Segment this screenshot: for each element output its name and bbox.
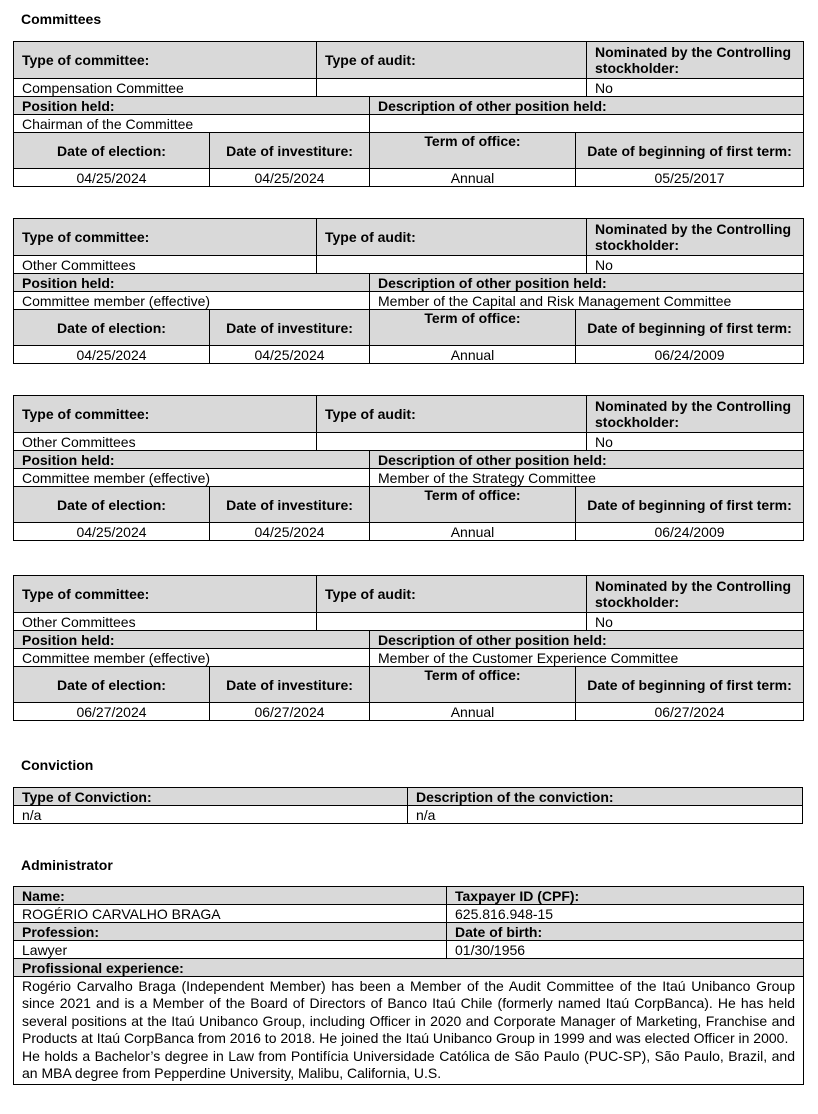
cpf-label: Taxpayer ID (CPF): — [447, 887, 804, 905]
date-of-election-label: Date of election: — [14, 487, 210, 523]
type-of-committee-label: Type of committee: — [14, 42, 317, 79]
profession-label: Profession: — [14, 923, 447, 941]
conviction-type-value: n/a — [14, 806, 408, 824]
nominated-value: No — [587, 433, 804, 451]
date-of-election-label: Date of election: — [14, 667, 210, 703]
type-of-audit-label: Type of audit: — [317, 396, 587, 433]
description-other-position-label: Description of other position held: — [370, 451, 804, 469]
position-held-label: Position held: — [14, 631, 370, 649]
position-held-label: Position held: — [14, 274, 370, 292]
nominated-value: No — [587, 256, 804, 274]
term-of-office-label: Term of office: — [370, 133, 576, 169]
date-beginning-first-term-label: Date of beginning of first term: — [576, 310, 804, 346]
type-of-committee-label: Type of committee: — [14, 219, 317, 256]
type-of-committee-value: Compensation Committee — [14, 79, 317, 97]
conviction-section-title: Conviction — [21, 757, 94, 773]
type-of-audit-value — [317, 79, 587, 97]
date-beginning-first-term-label: Date of beginning of first term: — [576, 133, 804, 169]
description-other-position-value: Member of the Strategy Committee — [370, 469, 804, 487]
committee-table-1 — [13, 41, 804, 187]
position-held-label: Position held: — [14, 97, 370, 115]
description-other-position-label: Description of other position held: — [370, 274, 804, 292]
type-of-audit-label: Type of audit: — [317, 219, 587, 256]
description-other-position-label: Description of other position held: — [370, 631, 804, 649]
conviction-description-value: n/a — [408, 806, 803, 824]
type-of-audit-value — [317, 433, 587, 451]
type-of-committee-value: Other Committees — [14, 613, 317, 631]
nominated-label: Nominated by the Controlling stockholder: — [587, 576, 804, 613]
nominated-label: Nominated by the Controlling stockholder: — [587, 396, 804, 433]
type-of-audit-value — [317, 613, 587, 631]
date-beginning-first-term-label: Date of beginning of first term: — [576, 487, 804, 523]
date-beginning-first-term-value: 05/25/2017 — [576, 169, 804, 187]
committee-table-3 — [13, 395, 804, 541]
date-of-election-value: 04/25/2024 — [14, 346, 210, 364]
term-of-office-label: Term of office: — [370, 667, 576, 703]
administrator-table — [13, 886, 804, 1085]
name-value: ROGÉRIO CARVALHO BRAGA — [14, 905, 447, 923]
conviction-table — [13, 787, 803, 824]
date-beginning-first-term-value: 06/24/2009 — [576, 346, 804, 364]
description-other-position-label: Description of other position held: — [370, 97, 804, 115]
term-of-office-value: Annual — [370, 523, 576, 541]
name-label: Name: — [14, 887, 447, 905]
date-of-investiture-label: Date of investiture: — [210, 667, 370, 703]
experience-paragraph-1: Rogério Carvalho Braga (Independent Member) has been a Member of the Audit Committee of the Itaú Unibanco Group since 2021 and is a Member of the Board of Directors of Banco Itaú Chile (formerly named Itaú CorpBanca). He has held several positions at the Itaú Unibanco Group, including Officer in 2020 and Corporate Manager of Marketing, Franchise and Products at Itaú CorpBanca from 2016 to 2018. He joined the Itaú Unibanco Group in 1999 and was elected Officer in 2000. — [22, 978, 795, 1047]
nominated-value: No — [587, 79, 804, 97]
position-held-value: Committee member (effective) — [14, 292, 370, 310]
date-beginning-first-term-value: 06/24/2009 — [576, 523, 804, 541]
type-of-committee-label: Type of committee: — [14, 576, 317, 613]
date-beginning-first-term-label: Date of beginning of first term: — [576, 667, 804, 703]
date-of-investiture-label: Date of investiture: — [210, 310, 370, 346]
term-of-office-label: Term of office: — [370, 487, 576, 523]
date-of-investiture-label: Date of investiture: — [210, 133, 370, 169]
position-held-label: Position held: — [14, 451, 370, 469]
term-of-office-label: Term of office: — [370, 310, 576, 346]
description-other-position-value — [370, 115, 804, 133]
position-held-value: Committee member (effective) — [14, 469, 370, 487]
profession-value: Lawyer — [14, 941, 447, 959]
term-of-office-value: Annual — [370, 169, 576, 187]
conviction-type-label: Type of Conviction: — [14, 788, 408, 806]
conviction-description-label: Description of the conviction: — [408, 788, 803, 806]
date-of-investiture-label: Date of investiture: — [210, 487, 370, 523]
date-of-investiture-value: 04/25/2024 — [210, 346, 370, 364]
nominated-value: No — [587, 613, 804, 631]
experience-paragraph-2: He holds a Bachelor’s degree in Law from Pontifícia Universidade Católica de São Paulo (PUC-SP), São Paulo, Brazil, and an MBA degree from Pepperdine University, Malibu, California, U.S. — [22, 1047, 795, 1082]
date-of-investiture-value: 04/25/2024 — [210, 523, 370, 541]
type-of-audit-label: Type of audit: — [317, 42, 587, 79]
type-of-committee-value: Other Committees — [14, 433, 317, 451]
type-of-audit-value — [317, 256, 587, 274]
dob-label: Date of birth: — [447, 923, 804, 941]
administrator-section-title: Administrator — [21, 857, 113, 873]
date-of-election-label: Date of election: — [14, 133, 210, 169]
date-of-election-value: 04/25/2024 — [14, 523, 210, 541]
cpf-value: 625.816.948-15 — [447, 905, 804, 923]
committee-table-4 — [13, 575, 804, 721]
type-of-committee-value: Other Committees — [14, 256, 317, 274]
type-of-committee-label: Type of committee: — [14, 396, 317, 433]
nominated-label: Nominated by the Controlling stockholder: — [587, 219, 804, 256]
committee-table-2 — [13, 218, 804, 364]
date-of-election-value: 06/27/2024 — [14, 703, 210, 721]
nominated-label: Nominated by the Controlling stockholder: — [587, 42, 804, 79]
committees-section-title: Committees — [21, 11, 102, 27]
date-of-investiture-value: 06/27/2024 — [210, 703, 370, 721]
position-held-value: Chairman of the Committee — [14, 115, 370, 133]
date-of-election-label: Date of election: — [14, 310, 210, 346]
term-of-office-value: Annual — [370, 703, 576, 721]
date-of-investiture-value: 04/25/2024 — [210, 169, 370, 187]
experience-label: Profissional experience: — [14, 959, 804, 977]
type-of-audit-label: Type of audit: — [317, 576, 587, 613]
description-other-position-value: Member of the Capital and Risk Management Committee — [370, 292, 804, 310]
description-other-position-value: Member of the Customer Experience Committee — [370, 649, 804, 667]
dob-value: 01/30/1956 — [447, 941, 804, 959]
experience-text — [14, 977, 804, 1085]
date-of-election-value: 04/25/2024 — [14, 169, 210, 187]
date-beginning-first-term-value: 06/27/2024 — [576, 703, 804, 721]
term-of-office-value: Annual — [370, 346, 576, 364]
position-held-value: Committee member (effective) — [14, 649, 370, 667]
